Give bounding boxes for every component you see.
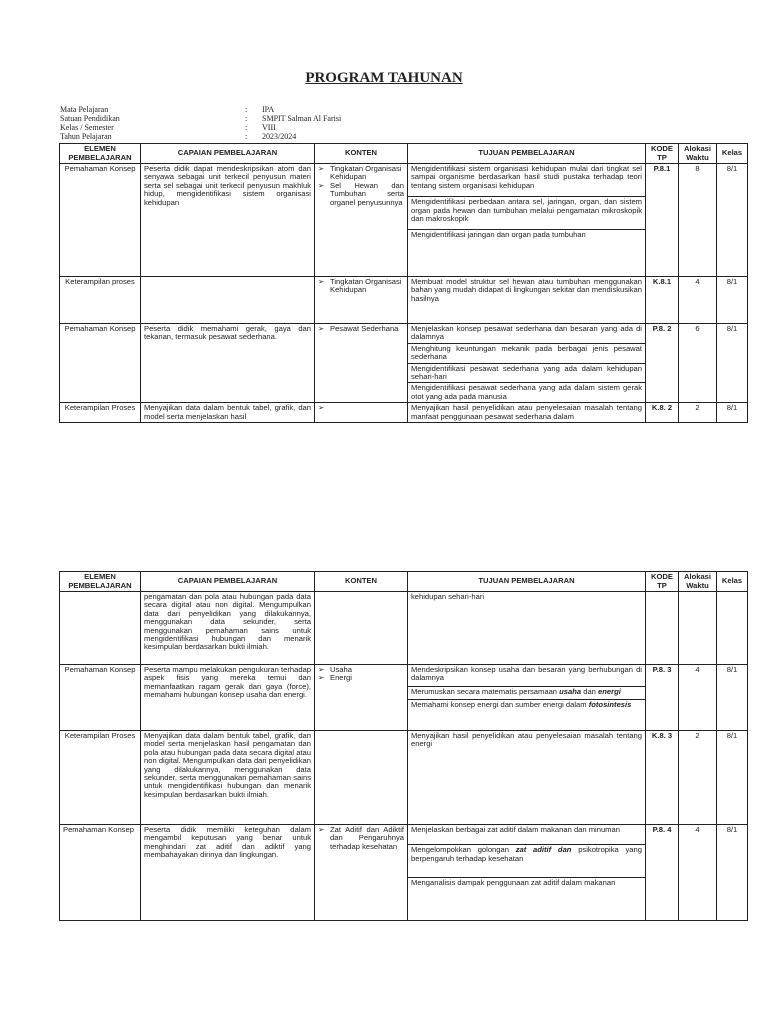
header-alokasi: Alokasi Waktu: [679, 144, 717, 164]
arrow-bullet-icon: ➢: [318, 673, 325, 683]
tujuan-cell: [408, 665, 646, 731]
kode-cell: P.8.1: [646, 164, 679, 277]
konten-item: ➢ Usaha: [318, 665, 352, 674]
capaian-cell: pengamatan dan pola atau hubungan pada data secara digital atau non digital. Mengumpulkan data dari penyelidikan yang dilakukannya, menggunakan data sekunder, serta menggunakan pemahaman sains untuk mengidentifikasi hubungan dan menarik kesimpulan berdasarkan bukti ilmiah.: [141, 592, 315, 665]
info-row-year: [60, 132, 341, 141]
table-row: [60, 164, 748, 277]
tujuan-item: Menjelaskan konsep pesawat sederhana dan besaran yang ada di dalamnya: [411, 324, 642, 342]
info-row-school: [60, 114, 341, 123]
konten-item: ➢ Tingkatan Organisasi Kehidupan: [318, 277, 402, 295]
alokasi-cell: 4: [679, 277, 717, 324]
arrow-bullet-icon: ➢: [318, 825, 325, 834]
tujuan-cell: [408, 164, 646, 277]
konten-cell: [315, 592, 408, 665]
capaian-cell: Peserta didik dapat mendeskripsikan atom dan senyawa sebagai unit terkecil penyusun materi serta sel sebagai unit terkecil penyusun makhluk hidup, mengidentifikasi sistem organisasi kehidupan: [141, 164, 315, 277]
konten-item: ➢ Tingkatan Organisasi Kehidupan: [318, 164, 402, 182]
kelas-cell: 8/1: [717, 665, 748, 731]
arrow-bullet-icon: ➢: [318, 180, 325, 190]
header-row: [60, 572, 748, 592]
elemen-cell: Keterampilan Proses: [60, 731, 141, 825]
tujuan-item: Menjelaskan berbagai zat aditif dalam makanan dan minuman: [411, 825, 620, 834]
kode-cell: P.8. 4: [646, 825, 679, 921]
kelas-cell: 8/1: [717, 324, 748, 403]
konten-cell: [315, 403, 408, 423]
tujuan-cell: Menyajikan hasil penyelidikan atau penyelesaian masalah tentang energi: [408, 731, 646, 825]
kode-cell: K.8. 2: [646, 403, 679, 423]
header-konten: KONTEN: [315, 144, 408, 164]
kode-cell: K.8.1: [646, 277, 679, 324]
info-value: SMPIT Salman Al Farisi: [262, 114, 342, 123]
info-colon: :: [245, 132, 248, 141]
info-label: Satuan Pendidikan: [60, 114, 120, 123]
info-value: 2023/2024: [262, 132, 297, 141]
header-elemen: ELEMEN PEMBELAJARAN: [60, 144, 141, 164]
konten-cell: [315, 324, 408, 403]
header-kelas: Kelas: [717, 572, 748, 592]
tujuan-cell: kehidupan sehari-hari: [408, 592, 646, 665]
header-row: [60, 144, 748, 164]
konten-cell: [315, 665, 408, 731]
konten-item: [318, 404, 404, 412]
tujuan-item: Mengidentifikasi pesawat sederhana yang ada dalam kehidupan sehari-hari: [408, 363, 645, 382]
tujuan-item: Mengidentifikasi perbedaan antara sel, jaringan, organ, dan sistem organ pada hewan dan tumbuhan melalui pengamatan mikroskopik dan makroskopik: [408, 196, 645, 223]
header-capaian: CAPAIAN PEMBELAJARAN: [141, 144, 315, 164]
header-capaian: CAPAIAN PEMBELAJARAN: [141, 572, 315, 592]
kode-cell: P.8. 2: [646, 324, 679, 403]
info-colon: :: [245, 114, 248, 123]
konten-item: ➢ Zat Aditif dan Adiktif dan Pengaruhnya terhadap kesehatan: [318, 825, 404, 851]
program-table-2: [59, 571, 748, 921]
program-table-1: [59, 143, 748, 423]
capaian-cell: Peserta didik memiliki keteguhan dalam mengambil keputusan yang benar untuk menghindari zat aditif dan adiktif yang membahayakan dirinya dan lingkungan.: [141, 825, 315, 921]
konten-item: ➢ Pesawat Sederhana: [318, 324, 399, 333]
table-row: [60, 592, 748, 665]
arrow-bullet-icon: ➢: [318, 403, 325, 413]
kelas-cell: [717, 592, 748, 665]
kelas-cell: 8/1: [717, 731, 748, 825]
kode-cell: [646, 592, 679, 665]
elemen-cell: Pemahaman Konsep: [60, 324, 141, 403]
info-label: Kelas / Semester: [60, 123, 114, 132]
info-label: Tahun Pelajaran: [60, 132, 112, 141]
table-row: [60, 403, 748, 423]
header-elemen: ELEMEN PEMBELAJARAN: [60, 572, 141, 592]
header-kelas: Kelas: [717, 144, 748, 164]
header-alokasi: Alokasi Waktu: [679, 572, 717, 592]
tujuan-item: Menghitung keuntungan mekanik pada berbagai jenis pesawat sederhana: [408, 343, 645, 362]
kelas-cell: 8/1: [717, 164, 748, 277]
tujuan-item: Mengidentifikasi sistem organisasi kehidupan mulai dari tingkat sel sampai organisme berdasarkan hasil studi pustaka terhadap teori tentang sistem organisasi kehidupan: [411, 164, 642, 190]
info-colon: :: [245, 123, 248, 132]
info-value: VIII: [262, 123, 276, 132]
info-label: Mata Pelajaran: [60, 105, 109, 114]
info-row-class: [60, 123, 341, 132]
alokasi-cell: 4: [679, 665, 717, 731]
alokasi-cell: 2: [679, 731, 717, 825]
tujuan-cell: [408, 324, 646, 403]
header-konten: KONTEN: [315, 572, 408, 592]
capaian-cell: Peserta mampu melakukan pengukuran terhadap aspek fisis yang mereka temui dan memanfaatkan ragam gerak dan gaya (force), memahami hubungan konsep usaha dan energi.: [141, 665, 315, 731]
table-row: [60, 731, 748, 825]
capaian-cell: [141, 277, 315, 324]
tujuan-item: Mendeskripsikan konsep usaha dan besaran yang berhubungan di dalamnya: [411, 665, 642, 683]
elemen-cell: Pemahaman Konsep: [60, 825, 141, 921]
elemen-cell: Keterampilan proses: [60, 277, 141, 324]
tujuan-item: Mengidentifikasi pesawat sederhana yang ada dalam sistem gerak otot yang ada pada manusia: [408, 382, 645, 401]
elemen-cell: Pemahaman Konsep: [60, 164, 141, 277]
table-row: [60, 825, 748, 921]
capaian-cell: Menyajikan data dalam bentuk tabel, grafik, dan model serta menjelaskan hasil pengamatan dan pola atau hubungan pada data secara digital atau non digital. Mengumpulkan data dari penyelidikan yang dilakukannya, menggunakan data sekunder, serta menggunakan pemahaman sains untuk mengidentifikasi hubungan dan menarik kesimpulan berdasarkan bukti ilmiah.: [141, 731, 315, 825]
konten-cell: [315, 825, 408, 921]
konten-item: ➢ Sel Hewan dan Tumbuhan serta organel penyusunnya: [318, 180, 404, 207]
alokasi-cell: 6: [679, 324, 717, 403]
tujuan-item: Mengelompokkan golongan zat aditif dan psikotropika yang berpengaruh terhadap kesehatan: [408, 844, 645, 863]
arrow-bullet-icon: ➢: [318, 277, 325, 286]
alokasi-cell: [679, 592, 717, 665]
alokasi-cell: 2: [679, 403, 717, 423]
tujuan-item: Merumuskan secara matematis persamaan usaha dan energi: [408, 686, 645, 696]
tujuan-item: Memahami konsep energi dan sumber energi dalam fotosintesis: [408, 699, 645, 709]
tujuan-item: Menganalisis dampak penggunaan zat aditif dalam makanan: [408, 877, 645, 887]
capaian-cell: Peserta didik memahami gerak, gaya dan tekanan, termasuk pesawat sederhana.: [141, 324, 315, 403]
tujuan-cell: Membuat model struktur sel hewan atau tumbuhan menggunakan bahan yang mudah didapat di lingkungan sekitar dan mendiskusikan hasilnya: [408, 277, 646, 324]
info-block: [60, 105, 341, 141]
arrow-bullet-icon: ➢: [318, 164, 325, 173]
alokasi-cell: 4: [679, 825, 717, 921]
konten-cell: [315, 277, 408, 324]
tujuan-cell: [408, 825, 646, 921]
info-row-subject: [60, 105, 341, 114]
table-row: [60, 324, 748, 403]
header-kode: KODE TP: [646, 144, 679, 164]
tujuan-cell: Menyajikan hasil penyelidikan atau penyelesaian masalah tentang manfaat penggunaan pesawat sederhana dalam: [408, 403, 646, 423]
table-row: [60, 277, 748, 324]
alokasi-cell: 8: [679, 164, 717, 277]
tujuan-item: Mengidentifikasi jaringan dan organ pada tumbuhan: [408, 229, 645, 239]
konten-item: ➢ Energi: [318, 673, 352, 683]
info-value: IPA: [262, 105, 275, 114]
arrow-bullet-icon: ➢: [318, 324, 325, 333]
elemen-cell: Keterampilan Proses: [60, 403, 141, 423]
kelas-cell: 8/1: [717, 277, 748, 324]
elemen-cell: Pemahaman Konsep: [60, 665, 141, 731]
kelas-cell: 8/1: [717, 403, 748, 423]
header-tujuan: TUJUAN PEMBELAJARAN: [408, 572, 646, 592]
document-title: PROGRAM TAHUNAN: [305, 70, 463, 86]
header-tujuan: TUJUAN PEMBELAJARAN: [408, 144, 646, 164]
konten-cell: [315, 731, 408, 825]
elemen-cell: [60, 592, 141, 665]
kode-cell: K.8. 3: [646, 731, 679, 825]
header-kode: KODE TP: [646, 572, 679, 592]
kelas-cell: 8/1: [717, 825, 748, 921]
info-colon: :: [245, 105, 248, 114]
konten-cell: [315, 164, 408, 277]
capaian-cell: Menyajikan data dalam bentuk tabel, grafik, dan model serta menjelaskan hasil: [141, 403, 315, 423]
kode-cell: P.8. 3: [646, 665, 679, 731]
arrow-bullet-icon: ➢: [318, 665, 325, 674]
table-row: [60, 665, 748, 731]
